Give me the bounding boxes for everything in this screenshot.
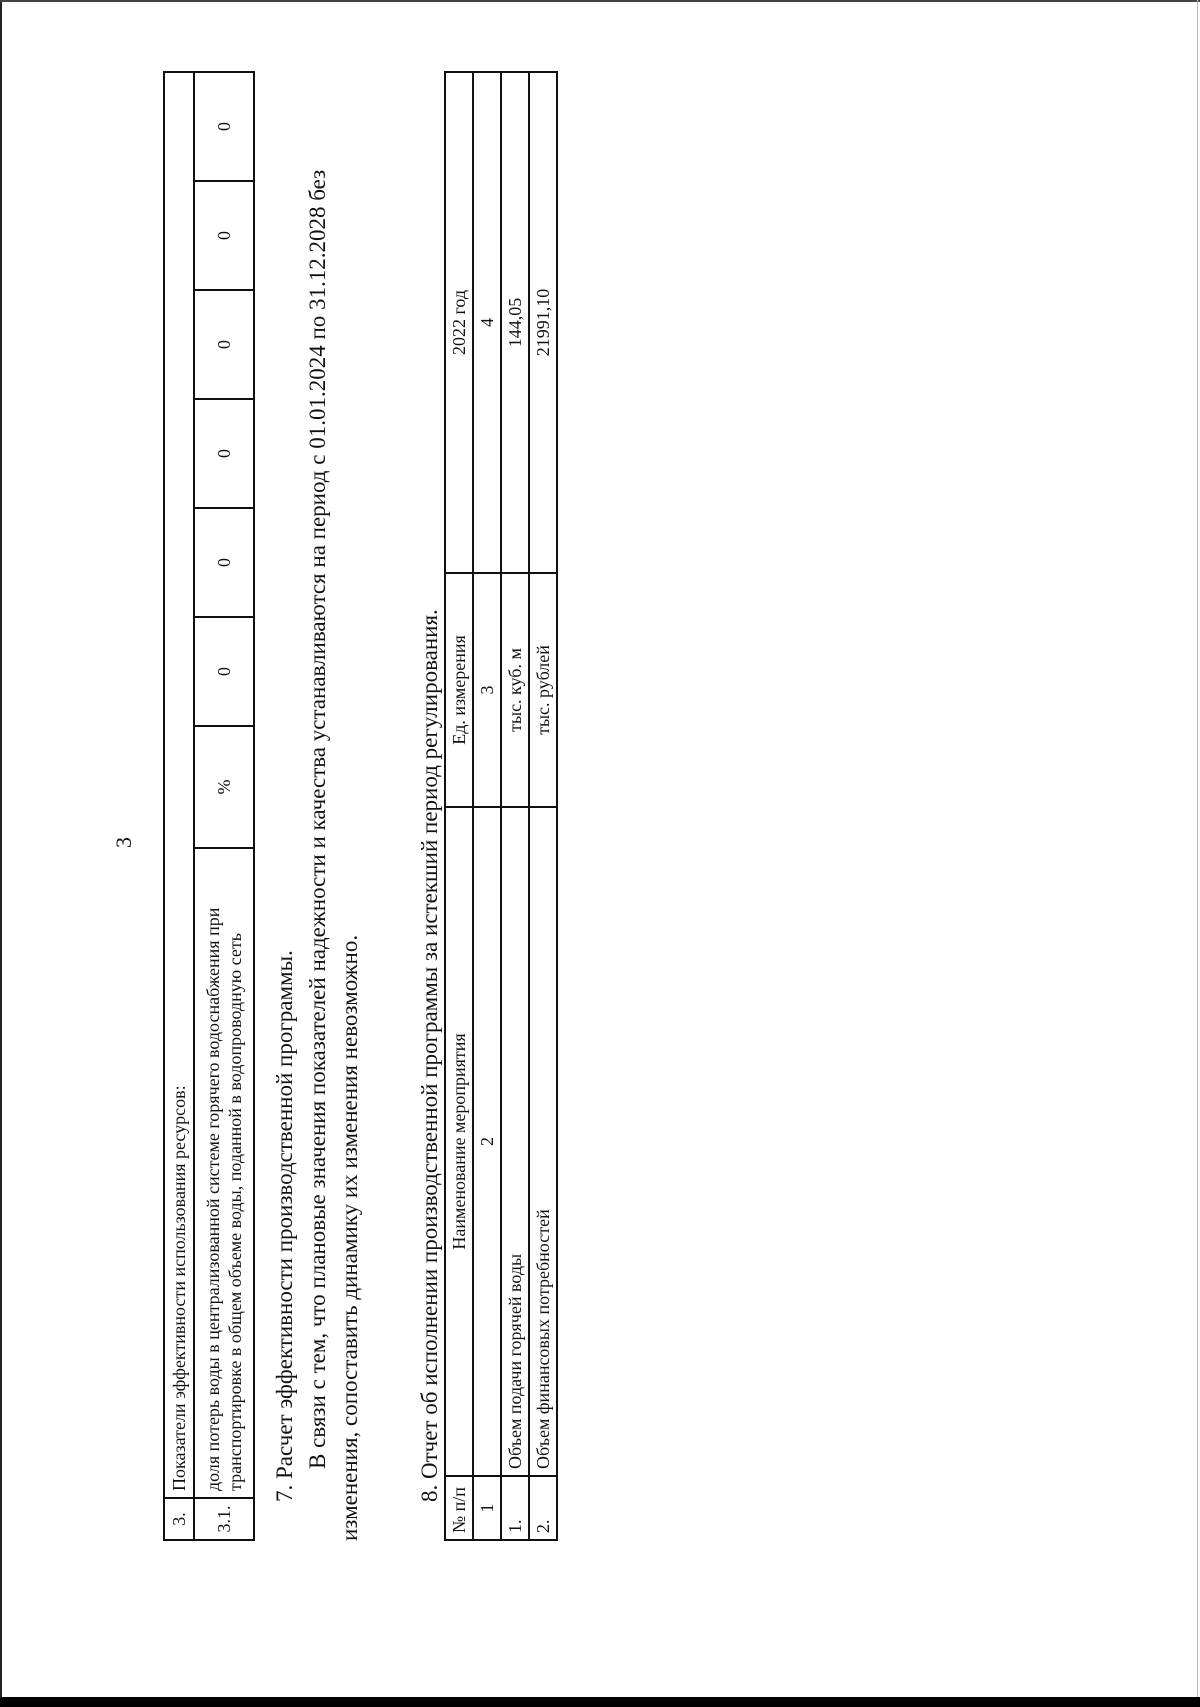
col-number: 3 bbox=[473, 573, 501, 807]
section8-title: 8. Отчет об исполнении производственной программы за истекший период регулирования. bbox=[417, 609, 442, 1502]
program-report-table bbox=[444, 71, 558, 1541]
value-cell: 0 bbox=[194, 508, 254, 617]
section7-title: 7. Расчет эффективности производственной программы. bbox=[272, 950, 297, 1502]
col-number: 1 bbox=[473, 1476, 501, 1540]
row-number: 1. bbox=[501, 1476, 529, 1540]
value-cell: 0 bbox=[194, 290, 254, 399]
value-cell: 0 bbox=[194, 72, 254, 181]
measure-name: Объем подачи горячей воды bbox=[501, 807, 529, 1476]
page-number: 3 bbox=[111, 837, 136, 848]
measure-name: Объем финансовых потребностей bbox=[529, 807, 557, 1476]
unit-cell: тыс. рублей bbox=[529, 573, 557, 807]
value-cell: 0 bbox=[194, 399, 254, 508]
unit-cell: % bbox=[194, 726, 254, 848]
unit-cell: тыс. куб. м bbox=[501, 573, 529, 807]
value-cell: 0 bbox=[194, 181, 254, 290]
value-cell: 0 bbox=[194, 617, 254, 726]
table-header-row bbox=[445, 72, 473, 1540]
section-title: Показатели эффективности использования ресурсов: bbox=[164, 72, 194, 1498]
rotated-page-content bbox=[100, 60, 1100, 1620]
scan-edge-right bbox=[1197, 0, 1198, 1707]
column-number-row bbox=[473, 72, 501, 1540]
scan-edge-bottom bbox=[0, 1697, 1200, 1707]
header-year: 2022 год bbox=[445, 72, 473, 573]
indicator-name: доля потерь воды в централизованной системе горячего водоснабжения при транспортировке в общем объеме воды, поданной в водопроводную сеть bbox=[194, 848, 254, 1498]
scan-edge-left bbox=[0, 0, 2, 1707]
row-number: 2. bbox=[529, 1476, 557, 1540]
section7-text: В связи с тем, что плановые значения показателей надежности и качества устанавливаются на период с 01.01.2024 по 31.12.2028 без изменения, сопоставить динамику их изменения невозможно. bbox=[305, 169, 362, 1541]
header-unit: Ед. измерения bbox=[445, 573, 473, 807]
header-num: № п/п bbox=[445, 1476, 473, 1540]
value-cell: 144,05 bbox=[501, 72, 529, 573]
value-cell: 21991,10 bbox=[529, 72, 557, 573]
header-name: Наименование мероприятия bbox=[445, 807, 473, 1476]
col-number: 2 bbox=[473, 807, 501, 1476]
col-number: 4 bbox=[473, 72, 501, 573]
table-row bbox=[529, 72, 557, 1540]
scan-edge-top bbox=[0, 0, 1200, 2]
table-row bbox=[164, 72, 194, 1540]
table-row bbox=[194, 72, 254, 1540]
row-number: 3.1. bbox=[194, 1498, 254, 1540]
resource-efficiency-table bbox=[163, 71, 255, 1541]
table-row bbox=[501, 72, 529, 1540]
section-number: 3. bbox=[164, 1498, 194, 1540]
